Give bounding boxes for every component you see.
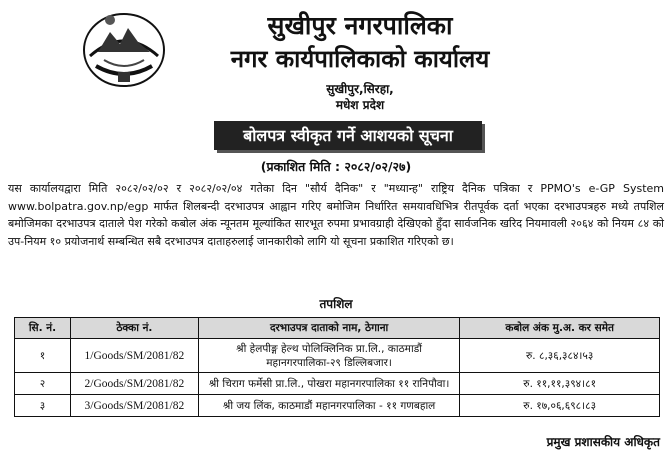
row-sn: २ xyxy=(15,373,71,395)
signatory-title: प्रमुख प्रशासकीय अधिकृत xyxy=(546,435,660,449)
row-amount: रु. १७,०६,६९८।८३ xyxy=(460,395,660,417)
row-sn: ३ xyxy=(15,395,71,417)
row-contract: 3/Goods/SM/2081/82 xyxy=(70,395,198,417)
row-contract: 1/Goods/SM/2081/82 xyxy=(70,339,198,373)
table-row xyxy=(15,339,660,373)
table-row xyxy=(15,395,660,417)
row-contract: 2/Goods/SM/2081/82 xyxy=(70,373,198,395)
row-sn: १ xyxy=(15,339,71,373)
row-amount: रु. ८,३६,३८४।५३ xyxy=(460,339,660,373)
table-row xyxy=(15,373,660,395)
row-bidder: श्री चिराग फर्मेसी प्रा.लि., पोखरा महानगरपालिका ११ रानिपौवा। xyxy=(198,373,460,395)
office-address: सुखीपुर,सिरहा, xyxy=(326,82,394,96)
row-bidder: श्री जय लिंक, काठमाडौं महानगरपालिका - ११ गणबहाल xyxy=(198,395,460,417)
notice-body: यस कार्यालयद्वारा मिति २०८२/०२/०२ र २०८२/०२/०४ गतेका दिन "सौर्य दैनिक" र "मध्यान्ह" राष्ट्रिय दैनिक पत्रिका र PPMO's e-GP System www.bolpatra.gov.np/egp मार्फत शिलबन्दी दरभाउपत्र आह्वान गरिए बमोजिम निर्धारित समयावधिभित्र रीतपूर्वक दर्ता भएका दरभाउपत्रहरु मध्ये तपशिल बमोजिमका दरभाउपत्र दाताले पेश गरेको कबोल अंक न्यूनतम मूल्यांकित सारभूत रुपमा प्रभावग्राही देखिएको हुँदा सार्वजनिक खरिद नियमावली २०६४ को नियम ८४ को उप-नियम १० प्रयोजनार्थ सम्बन्धित सबै दरभाउपत्र दाताहरुलाई जानकारीको लागि यो सूचना प्रकाशित गरिएको छ। xyxy=(8,182,664,248)
office-province: मधेश प्रदेश xyxy=(335,98,385,112)
row-bidder: श्री हेलपीङ्ग हेल्थ पोलिक्लिनिक प्रा.लि., काठमाडौं महानगरपालिका-२९ डिल्लिबजार। xyxy=(198,339,460,373)
office-subtitle: नगर कार्यपालिकाको कार्यालय xyxy=(230,45,490,73)
col-header-bidder: दरभाउपत्र दाताको नाम, ठेगाना xyxy=(198,318,460,339)
col-header-amount: कबोल अंक मु.अ. कर समेत xyxy=(460,318,660,339)
bid-table xyxy=(14,317,660,417)
col-header-sn: सि. नं. xyxy=(15,318,71,339)
office-name: सुखीपुर नगरपालिका xyxy=(267,11,453,40)
table-header-row xyxy=(15,318,660,339)
row-amount: रु. ११,११,३९४।८१ xyxy=(460,373,660,395)
col-header-contract: ठेक्का नं. xyxy=(70,318,198,339)
schedule-heading: तपशिल xyxy=(319,297,353,311)
publish-date: (प्रकाशित मिति : २०८२/०२/२७) xyxy=(260,159,412,174)
notice-title: बोलपत्र स्वीकृत गर्ने आशयको सूचना xyxy=(214,121,482,150)
